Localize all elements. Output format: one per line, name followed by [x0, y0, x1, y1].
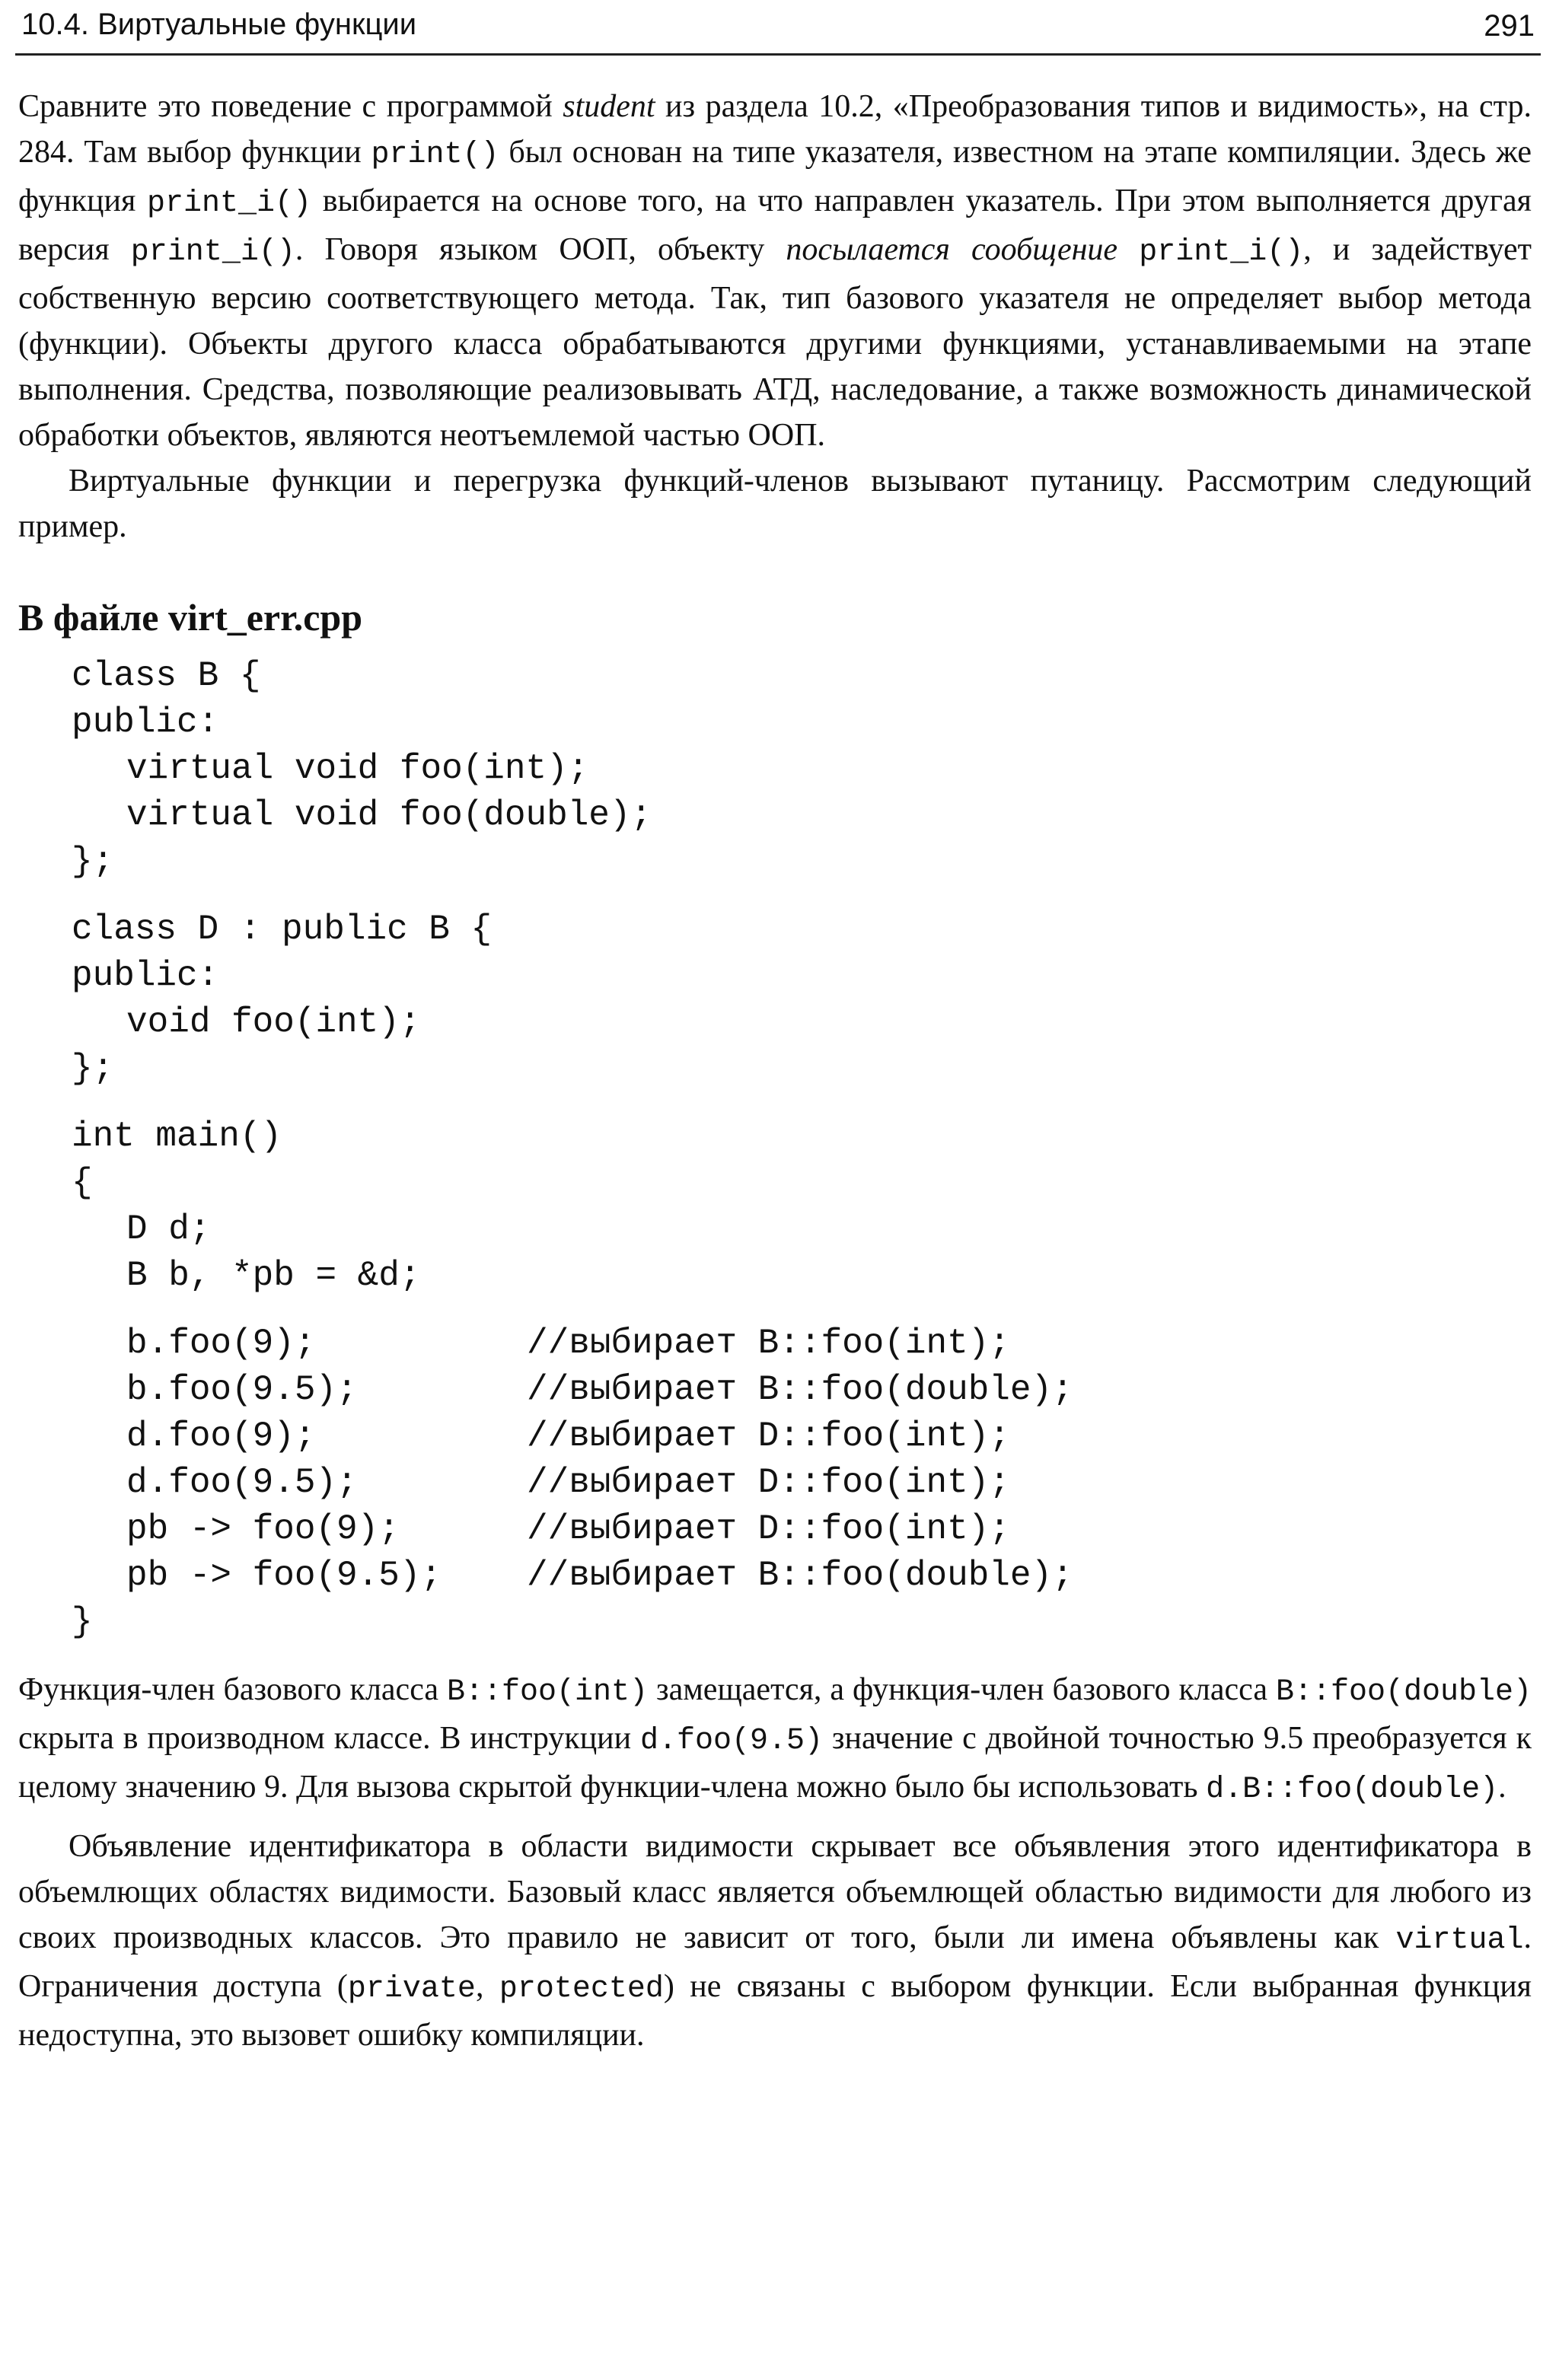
- code-line: };: [72, 842, 114, 881]
- text-run: Функция-член базового класса: [18, 1672, 447, 1707]
- code-inline: B::foo(int): [446, 1675, 649, 1709]
- code-statement: d.foo(9.5);: [126, 1463, 358, 1502]
- code-statement: pb -> foo(9.5);: [126, 1556, 442, 1595]
- text-run: Объявление идентификатора в области видимости скрывает все объявления этого идентификатора в объемлющих областях видимости. Базовый класс является объемлющей областью видимости для любого из своих производных классов. Это правило не зависит от того, были ли имена объявлены как: [18, 1829, 1532, 1955]
- code-call-row: [72, 1506, 1532, 1553]
- code-line: int main(): [72, 1117, 282, 1156]
- code-comment: //выбирает D::foo(int);: [527, 1509, 1010, 1549]
- code-line: }: [72, 1602, 93, 1642]
- code-block-class-b: [72, 653, 1532, 885]
- text-run: замещается, а функция-член базового класса: [648, 1672, 1276, 1707]
- outro-paragraph-2: [18, 1824, 1532, 2058]
- code-line: public:: [72, 956, 219, 996]
- code-line: virtual void foo(int);: [126, 749, 589, 789]
- program-name: student: [563, 89, 655, 124]
- text-run: . Говоря языком ООП, объекту: [295, 232, 786, 267]
- text-run: значение с двойной точностью 9.5 преобразуется к целому значению 9. Для вызова скрытой функции-члена можно было бы использовать: [18, 1721, 1532, 1805]
- code-inline: protected: [499, 1972, 664, 2006]
- outro-paragraph-1: [18, 1667, 1532, 1813]
- text-run: выбирается на основе того, на что направлен указатель. При этом выполняется другая версия: [18, 183, 1532, 267]
- code-line: B b, *pb = &d;: [126, 1256, 421, 1295]
- code-inline: d.foo(9.5): [640, 1724, 824, 1758]
- code-statement: b.foo(9.5);: [126, 1370, 358, 1410]
- code-inline: private: [347, 1972, 476, 2006]
- code-call-row: [72, 1321, 1532, 1367]
- code-call-row: [72, 1413, 1532, 1460]
- chapter-title: 10.4. Виртуальные функции: [21, 8, 417, 41]
- section-title: В файле virt_err.cpp: [18, 596, 363, 639]
- emphasis: посылается сообщение: [786, 232, 1118, 267]
- text-run: был основан на типе указателя, известном на этапе компиляции. Здесь же функция: [18, 135, 1532, 218]
- code-line: virtual void foo(double);: [126, 795, 652, 835]
- text-run: [1117, 232, 1139, 267]
- intro-paragraph-1: [18, 84, 1532, 458]
- intro-paragraph-2: Виртуальные функции и перегрузка функций-членов вызывают путаницу. Рассмотрим следующий пример.: [18, 464, 1532, 544]
- text-run: . Ограничения доступа (: [18, 1920, 1532, 2004]
- text-run: Сравните это поведение с программой: [18, 89, 563, 124]
- code-inline: print_i(): [130, 235, 295, 269]
- running-header: [15, 0, 1541, 56]
- code-call-row: [72, 1367, 1532, 1413]
- code-line: D d;: [126, 1209, 211, 1249]
- code-block-calls: [72, 1321, 1532, 1646]
- code-comment: //выбирает D::foo(int);: [527, 1416, 1010, 1456]
- code-line: };: [72, 1049, 114, 1088]
- code-call-row: [72, 1460, 1532, 1506]
- code-comment: //выбирает B::foo(int);: [527, 1324, 1010, 1363]
- code-line: void foo(int);: [126, 1002, 421, 1042]
- code-statement: b.foo(9);: [126, 1324, 316, 1363]
- code-line: class B {: [72, 656, 261, 696]
- code-inline: print_i(): [147, 186, 312, 221]
- text-run: из раздела 10.2, «Преобразования типов и видимость», на стр. 284. Там выбор функции: [18, 89, 1532, 170]
- code-comment: //выбирает B::foo(double);: [527, 1556, 1073, 1595]
- code-line: public:: [72, 703, 219, 742]
- code-inline: B::foo(double): [1275, 1675, 1532, 1709]
- code-inline: d.B::foo(double): [1206, 1773, 1499, 1807]
- text-run: ,: [475, 1969, 499, 2004]
- code-call-row: [72, 1553, 1532, 1599]
- page-body: [18, 84, 1532, 2058]
- code-block-main: [72, 1114, 1532, 1299]
- code-statement: d.foo(9);: [126, 1416, 316, 1456]
- page-number: 291: [1484, 9, 1535, 43]
- text-run: ) не связаны с выбором функции. Если выбранная функция недоступна, это вызовет ошибку компиляции.: [18, 1969, 1532, 2053]
- code-block-class-d: [72, 906, 1532, 1092]
- code-comment: //выбирает B::foo(double);: [527, 1370, 1073, 1410]
- code-inline: virtual: [1395, 1923, 1524, 1958]
- text-run: скрыта в производном классе. В инструкции: [18, 1721, 640, 1756]
- code-comment: //выбирает D::foo(int);: [527, 1463, 1010, 1502]
- code-statement: pb -> foo(9);: [126, 1509, 400, 1549]
- text-run: .: [1498, 1770, 1506, 1805]
- code-line: class D : public B {: [72, 910, 493, 949]
- text-run: , и задействует собственную версию соответствующего метода. Так, тип базового указателя не определяет выбор метода (функции). Объекты другого класса обрабатываются другими функциями, устанавливаемыми на этапе выполнения. Средства, позволяющие реализовывать АТД, наследование, а также возможность динамической обработки объектов, являются неотъемлемой частью ООП.: [18, 232, 1532, 453]
- code-listing: [72, 653, 1532, 1646]
- code-inline: print_i(): [1139, 235, 1304, 269]
- code-inline: print(): [371, 138, 499, 172]
- code-line: {: [72, 1163, 93, 1203]
